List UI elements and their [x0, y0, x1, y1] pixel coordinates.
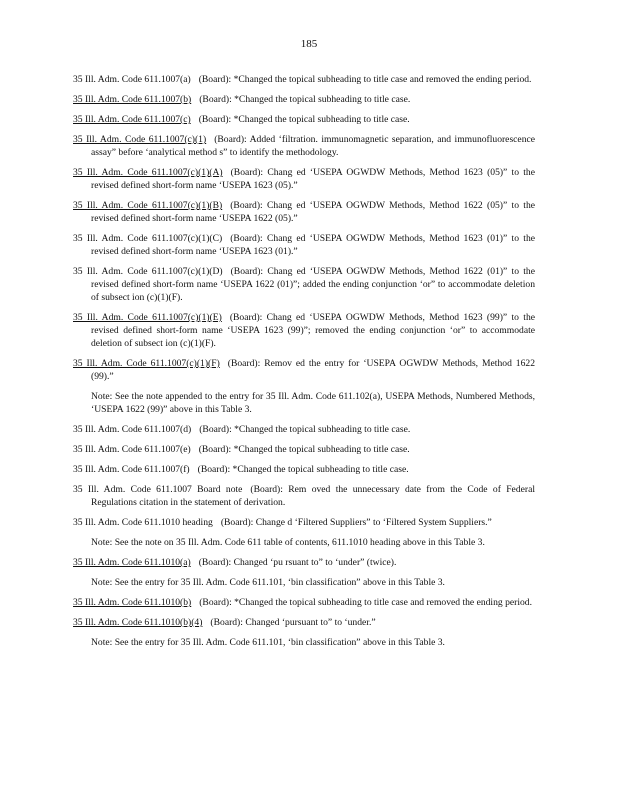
- code-citation: 35 Ill. Adm. Code 611.1007(c)(1)(F): [73, 358, 220, 369]
- code-citation: 35 Ill. Adm. Code 611.1007(c)(1)(A): [73, 167, 223, 178]
- change-description: (Board): Rem oved the unnecessary date from the Code of Federal Regulations citation in the statement of derivation.: [91, 484, 535, 508]
- table-entry: [73, 93, 535, 106]
- table-entry: [73, 556, 535, 569]
- table-note: Note: See the entry for 35 Ill. Adm. Code 611.101, ‘bin classification” above in this Table 3.: [91, 577, 445, 588]
- change-description: (Board): *Changed the topical subheading to title case.: [199, 424, 411, 435]
- change-description: (Board): *Changed the topical subheading to title case.: [198, 444, 410, 455]
- table-entry: [73, 311, 535, 350]
- code-citation: 35 Ill. Adm. Code 611.1007(c): [73, 114, 191, 125]
- table-entry: [73, 232, 535, 258]
- code-citation: 35 Ill. Adm. Code 611.1007(b): [73, 94, 192, 105]
- code-citation: 35 Ill. Adm. Code 611.1007(c)(1): [73, 134, 207, 145]
- change-description: (Board): Chang ed ‘USEPA OGWDW Methods, Method 1623 (99)” to the revised defined short-form name ‘USEPA 1623 (99)”; removed the ending conjunction ‘or” to accommodate deletion of subsect ion (c)(1)(F).: [91, 312, 535, 349]
- change-description: (Board): *Changed the topical subheading to title case.: [198, 114, 410, 125]
- change-description: (Board): *Changed the topical subheading to title case.: [197, 464, 409, 475]
- code-citation: 35 Ill. Adm. Code 611.1007(d): [73, 424, 192, 435]
- table-entry: [73, 516, 535, 529]
- table-entry: [73, 73, 535, 86]
- code-citation: 35 Ill. Adm. Code 611.1007(a): [73, 74, 191, 85]
- code-citation: 35 Ill. Adm. Code 611.1007(e): [73, 444, 191, 455]
- change-description: (Board): Added ‘filtration. immunomagnetic separation, and immunofluorescence assay” before ‘analytical method s” to identify the methodology.: [91, 134, 536, 158]
- table-entry: [73, 113, 535, 126]
- table-note: Note: See the entry for 35 Ill. Adm. Code 611.101, ‘bin classification” above in this Table 3.: [91, 637, 445, 648]
- change-description: (Board): Changed ‘pursuant to” to ‘under.”: [210, 617, 376, 628]
- page-number: 185: [300, 38, 318, 50]
- change-description: (Board): Chang ed ‘USEPA OGWDW Methods, Method 1623 (05)” to the revised defined short-form name ‘USEPA 1623 (05).”: [91, 167, 535, 191]
- code-citation: 35 Ill. Adm. Code 611.1007(f): [73, 464, 190, 475]
- table-entry: [73, 443, 535, 456]
- code-citation: 35 Ill. Adm. Code 611.1007(c)(1)(E): [73, 312, 222, 323]
- table-entry: [73, 596, 535, 609]
- code-citation: 35 Ill. Adm. Code 611.1010 heading: [73, 517, 213, 528]
- table-entry: [73, 133, 535, 159]
- table-entry: [73, 463, 535, 476]
- table-note: Note: See the note appended to the entry for 35 Ill. Adm. Code 611.102(a), USEPA Methods, Numbered Methods, ‘USEPA 1622 (99)” above in this Table 3.: [91, 391, 535, 415]
- table-entry: [73, 357, 535, 383]
- change-description: (Board): *Changed the topical subheading to title case.: [199, 94, 411, 105]
- code-citation: 35 Ill. Adm. Code 611.1007(c)(1)(D): [73, 266, 223, 277]
- table-note: Note: See the note on 35 Ill. Adm. Code 611 table of contents, 611.1010 heading above in this Table 3.: [91, 537, 485, 548]
- change-description: (Board): Chang ed ‘USEPA OGWDW Methods, Method 1623 (01)” to the revised defined short-form name ‘USEPA 1623 (01).”: [91, 233, 535, 257]
- table-entry: [73, 616, 535, 629]
- code-citation: 35 Ill. Adm. Code 611.1010(b): [73, 597, 192, 608]
- document-body: [73, 73, 535, 656]
- table-entry: [73, 423, 535, 436]
- table-entry: [73, 265, 535, 304]
- change-description: (Board): Remov ed the entry for ‘USEPA OGWDW Methods, Method 1622 (99).”: [91, 358, 535, 382]
- code-citation: 35 Ill. Adm. Code 611.1007 Board note: [73, 484, 243, 495]
- change-description: (Board): Chang ed ‘USEPA OGWDW Methods, Method 1622 (01)” to the revised defined short-form name ‘USEPA 1622 (01)”; added the ending conjunction ‘or” to accommodate deletion of subsect ion (c)(1)(F).: [91, 266, 535, 303]
- code-citation: 35 Ill. Adm. Code 611.1010(a): [73, 557, 191, 568]
- change-description: (Board): Change d ‘Filtered Suppliers” to ‘Filtered System Suppliers.”: [220, 517, 492, 528]
- code-citation: 35 Ill. Adm. Code 611.1007(c)(1)(B): [73, 200, 223, 211]
- code-citation: 35 Ill. Adm. Code 611.1010(b)(4): [73, 617, 203, 628]
- change-description: (Board): *Changed the topical subheading to title case and removed the ending period.: [199, 597, 532, 608]
- table-entry: [73, 166, 535, 192]
- code-citation: 35 Ill. Adm. Code 611.1007(c)(1)(C): [73, 233, 223, 244]
- change-description: (Board): Chang ed ‘USEPA OGWDW Methods, Method 1622 (05)” to the revised defined short-form name ‘USEPA 1622 (05).”: [91, 200, 535, 224]
- change-description: (Board): *Changed the topical subheading to title case and removed the ending period.: [198, 74, 532, 85]
- change-description: (Board): Changed ‘pu rsuant to” to ‘under” (twice).: [198, 557, 397, 568]
- table-entry: [73, 483, 535, 509]
- table-entry: [73, 199, 535, 225]
